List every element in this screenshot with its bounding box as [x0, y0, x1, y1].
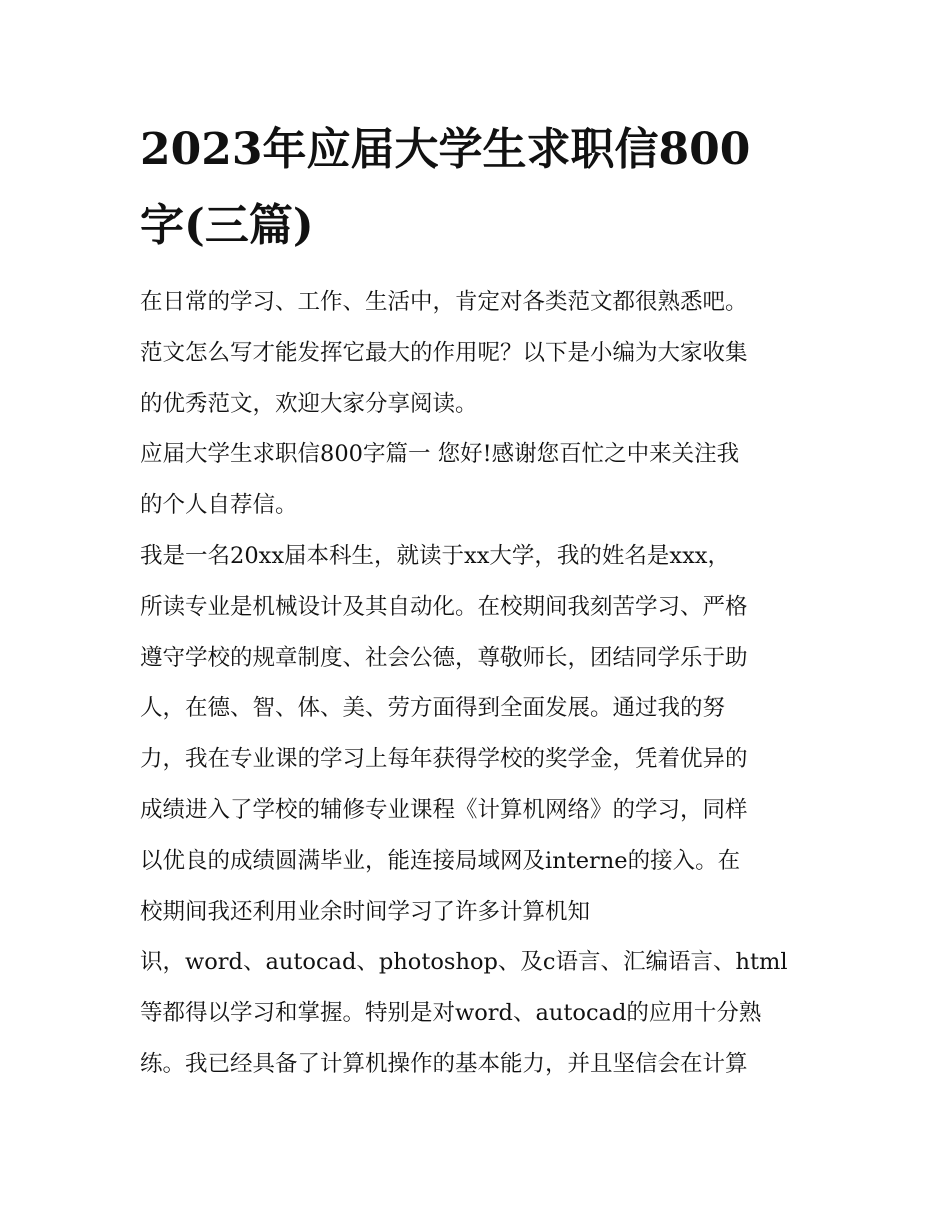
- title-line-1: 2023年应届大学生求职信800: [140, 124, 751, 175]
- body-line-8: 遵守学校的规章制度、社会公德，尊敬师长，团结同学乐于助: [140, 644, 748, 671]
- body-line-16: 练。我已经具备了计算机操作的基本能力，并且坚信会在计算: [140, 1050, 748, 1077]
- body-line-14: 识，word、autocad、photoshop、及c语言、汇编语言、html: [140, 949, 788, 976]
- body-line-7: 所读专业是机械设计及其自动化。在校期间我刻苦学习、严格: [140, 593, 748, 620]
- body-line-11: 成绩进入了学校的辅修专业课程《计算机网络》的学习，同样: [140, 796, 748, 823]
- body-line-13: 校期间我还利用业余时间学习了许多计算机知: [140, 898, 591, 925]
- title-line-2: 字(三篇): [140, 200, 314, 251]
- body-line-3: 的优秀范文，欢迎大家分享阅读。: [140, 390, 478, 417]
- body-line-6: 我是一名20xx届本科生，就读于xx大学，我的姓名是xxx，: [140, 542, 730, 569]
- body-line-15: 等都得以学习和掌握。特别是对word、autocad的应用十分熟: [140, 1000, 762, 1027]
- body-line-4: 应届大学生求职信800字篇一 您好!感谢您百忙之中来关注我: [140, 441, 740, 468]
- document-title: [140, 112, 820, 264]
- body-line-1: 在日常的学习、工作、生活中，肯定对各类范文都很熟悉吧。: [140, 289, 748, 315]
- document-page: [140, 112, 820, 1090]
- body-line-5: 的个人自荐信。: [140, 492, 298, 519]
- body-line-2: 范文怎么写才能发挥它最大的作用呢？以下是小编为大家收集: [140, 339, 748, 366]
- body-line-10: 力，我在专业课的学习上每年获得学校的奖学金，凭着优异的: [140, 746, 748, 773]
- body-line-12: 以优良的成绩圆满毕业，能连接局域网及interne的接入。在: [140, 847, 741, 874]
- body-line-9: 人，在德、智、体、美、劳方面得到全面发展。通过我的努: [140, 695, 726, 722]
- document-body: [140, 277, 820, 1090]
